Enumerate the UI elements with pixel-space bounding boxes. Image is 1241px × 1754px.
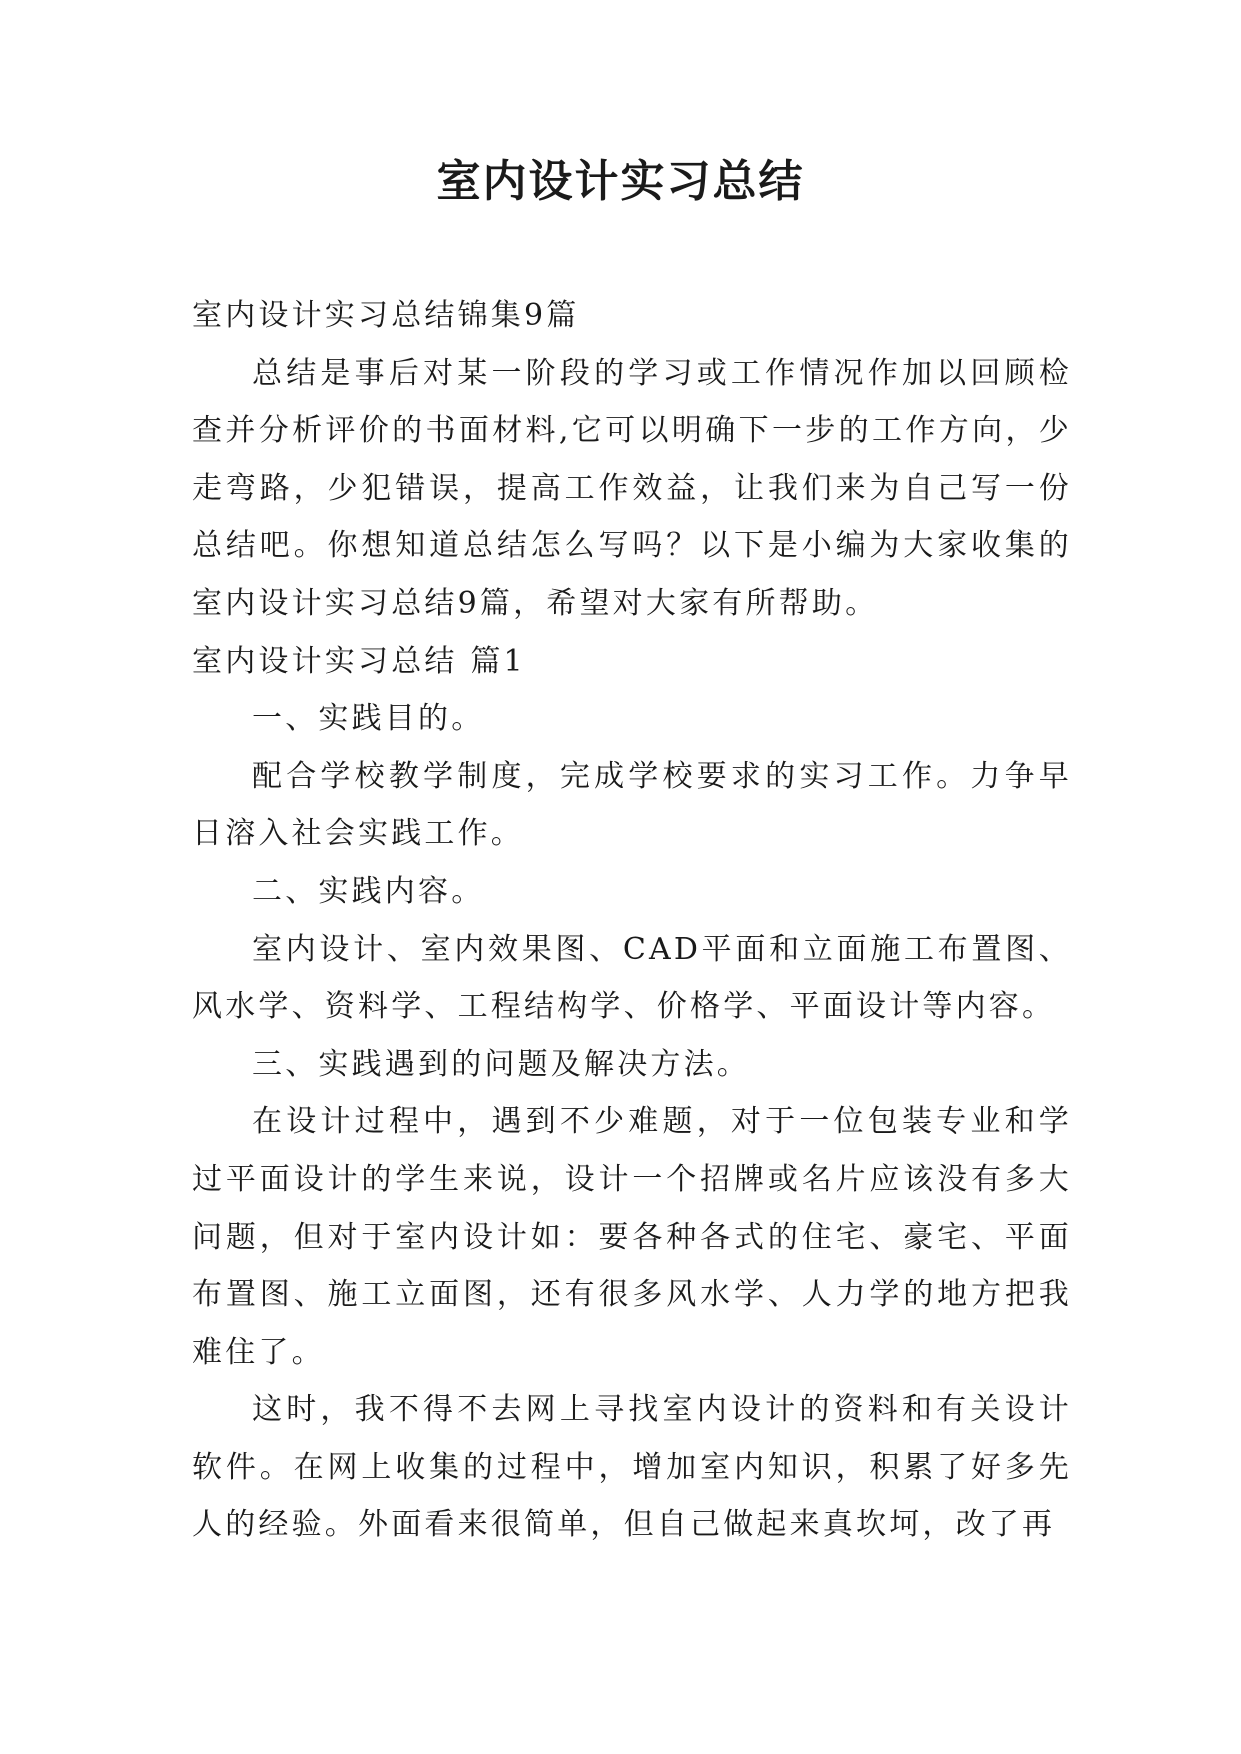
paragraph-problems: 在设计过程中，遇到不少难题，对于一位包装专业和学过平面设计的学生来说，设计一个招牌或名片应该没有多大问题，但对于室内设计如：要各种各式的住宅、豪宅、平面布置图、施工立面图，还有很多风水学、人力学的地方把我难住了。 xyxy=(192,1104,1072,1370)
paragraph-content: 室内设计、室内效果图、CAD平面和立面施工布置图、风水学、资料学、工程结构学、价格学、平面设计等内容。 xyxy=(192,931,1072,1025)
paragraph-heading-problems: 三、实践遇到的问题及解决方法。 xyxy=(252,1046,750,1082)
document-title: 室内设计实习总结 xyxy=(436,156,805,207)
paragraph-heading-content: 二、实践内容。 xyxy=(252,873,485,909)
paragraph-solution: 这时，我不得不去网上寻找室内设计的资料和有关设计软件。在网上收集的过程中，增加室内知识，积累了好多先人的经验。外面看来很简单，但自己做起来真坎坷，改了再 xyxy=(192,1392,1072,1543)
document-body xyxy=(192,287,1072,1554)
paragraph-subtitle: 室内设计实习总结锦集9篇 xyxy=(192,298,580,333)
paragraph-heading-purpose: 一、实践目的。 xyxy=(252,701,485,737)
paragraph-intro: 总结是事后对某一阶段的学习或工作情况作加以回顾检查并分析评价的书面材料,它可以明确下一步的工作方向，少走弯路，少犯错误，提高工作效益，让我们来为自己写一份总结吧。你想知道总结怎么写吗？以下是小编为大家收集的室内设计实习总结9篇，希望对大家有所帮助。 xyxy=(192,355,1072,621)
section-heading: 室内设计实习总结 篇1 xyxy=(192,643,526,679)
paragraph-purpose: 配合学校教学制度，完成学校要求的实习工作。力争早日溶入社会实践工作。 xyxy=(192,758,1072,852)
